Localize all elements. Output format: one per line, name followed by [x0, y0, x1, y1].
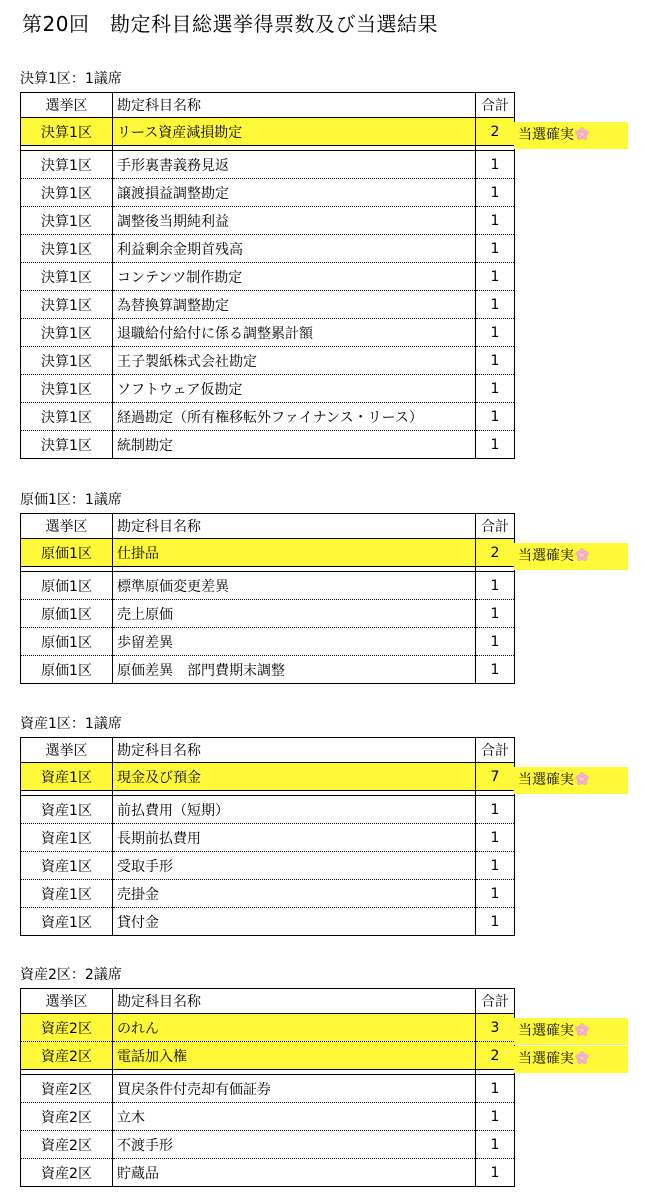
cherry-blossom-icon	[575, 127, 589, 141]
district-cell: 原価1区	[21, 572, 113, 600]
winner-row	[21, 763, 515, 791]
table-row	[21, 151, 515, 179]
table-row	[21, 347, 515, 375]
table-row	[21, 1131, 515, 1159]
table-header	[21, 738, 515, 763]
vote-count-cell: 2	[476, 1042, 515, 1070]
vote-count-cell: 1	[476, 1075, 515, 1103]
vote-count-cell: 1	[476, 656, 515, 684]
district-cell: 決算1区	[21, 235, 113, 263]
account-name-cell: 標準原価変更差異	[113, 572, 476, 600]
district-cell: 資産1区	[21, 852, 113, 880]
header-district: 選挙区	[21, 989, 113, 1014]
winner-row	[21, 1042, 515, 1070]
district-section	[20, 715, 574, 936]
vote-count-cell: 1	[476, 319, 515, 347]
account-name-cell: ソフトウェア仮勘定	[113, 375, 476, 403]
table-row	[21, 403, 515, 431]
vote-count-cell: 1	[476, 796, 515, 824]
account-name-cell: 為替換算調整勘定	[113, 291, 476, 319]
account-name-cell: 仕掛品	[113, 539, 476, 567]
header-votes: 合計	[476, 738, 515, 763]
table-header	[21, 93, 515, 118]
table-row	[21, 656, 515, 684]
table-row	[21, 375, 515, 403]
table-row	[21, 796, 515, 824]
vote-count-cell: 1	[476, 1159, 515, 1187]
vote-count-cell: 2	[476, 118, 515, 146]
section-heading: 決算1区：1議席	[20, 71, 122, 87]
table-row	[21, 179, 515, 207]
account-name-cell: 長期前払費用	[113, 824, 476, 852]
district-cell: 資産2区	[21, 1103, 113, 1131]
account-name-cell: 手形裏書義務見返	[113, 151, 476, 179]
header-votes: 合計	[476, 514, 515, 539]
account-name-cell: 譲渡損益調整勘定	[113, 179, 476, 207]
table-row	[21, 880, 515, 908]
elected-badge	[514, 543, 628, 570]
vote-count-cell: 1	[476, 908, 515, 936]
elected-badge	[514, 767, 628, 794]
account-name-cell: 買戻条件付売却有価証券	[113, 1075, 476, 1103]
vote-count-cell: 1	[476, 880, 515, 908]
table-row	[21, 908, 515, 936]
header-account: 勘定科目名称	[113, 93, 476, 118]
account-name-cell: 歩留差異	[113, 628, 476, 656]
vote-count-cell: 1	[476, 207, 515, 235]
page-title: 第20回 勘定科目総選挙得票数及び当選結果	[22, 12, 438, 36]
cherry-blossom-icon	[575, 772, 589, 786]
header-district: 選挙区	[21, 93, 113, 118]
vote-count-cell: 1	[476, 347, 515, 375]
account-name-cell: 統制勘定	[113, 431, 476, 459]
vote-count-cell: 1	[476, 852, 515, 880]
table-row	[21, 207, 515, 235]
table-row	[21, 852, 515, 880]
vote-count-cell: 2	[476, 539, 515, 567]
table-row	[21, 235, 515, 263]
vote-count-cell: 1	[476, 235, 515, 263]
vote-count-cell: 1	[476, 1131, 515, 1159]
account-name-cell: 現金及び預金	[113, 763, 476, 791]
district-cell: 決算1区	[21, 431, 113, 459]
district-cell: 決算1区	[21, 375, 113, 403]
vote-count-cell: 1	[476, 291, 515, 319]
elected-badge	[514, 1018, 628, 1045]
district-cell: 資産2区	[21, 1014, 113, 1042]
district-cell: 原価1区	[21, 628, 113, 656]
section-heading: 資産2区：2議席	[20, 967, 122, 983]
header-account: 勘定科目名称	[113, 989, 476, 1014]
table-row	[21, 1075, 515, 1103]
section-heading: 資産1区：1議席	[20, 716, 122, 732]
winner-row	[21, 1014, 515, 1042]
vote-count-cell: 7	[476, 763, 515, 791]
table-row	[21, 1159, 515, 1187]
elected-label: 当選確実	[518, 1051, 574, 1067]
table-row	[21, 1103, 515, 1131]
district-cell: 決算1区	[21, 179, 113, 207]
header-district: 選挙区	[21, 514, 113, 539]
vote-count-cell: 1	[476, 1103, 515, 1131]
vote-count-cell: 1	[476, 151, 515, 179]
district-section	[20, 491, 574, 684]
vote-count-cell: 1	[476, 375, 515, 403]
table-header	[21, 989, 515, 1014]
vote-count-cell: 1	[476, 263, 515, 291]
district-cell: 決算1区	[21, 118, 113, 146]
district-cell: 資産1区	[21, 824, 113, 852]
account-name-cell: 電話加入権	[113, 1042, 476, 1070]
header-account: 勘定科目名称	[113, 738, 476, 763]
account-name-cell: 退職給付給付に係る調整累計額	[113, 319, 476, 347]
district-cell: 原価1区	[21, 539, 113, 567]
district-cell: 資産1区	[21, 796, 113, 824]
district-cell: 決算1区	[21, 151, 113, 179]
account-name-cell: 経過勘定（所有権移転外ファイナンス・リース）	[113, 403, 476, 431]
table-row	[21, 600, 515, 628]
district-cell: 原価1区	[21, 600, 113, 628]
table-row	[21, 431, 515, 459]
district-cell: 資産1区	[21, 908, 113, 936]
district-cell: 決算1区	[21, 403, 113, 431]
district-cell: 決算1区	[21, 291, 113, 319]
account-name-cell: のれん	[113, 1014, 476, 1042]
table-header	[21, 514, 515, 539]
account-name-cell: 調整後当期純利益	[113, 207, 476, 235]
account-name-cell: リース資産減損勘定	[113, 118, 476, 146]
account-name-cell: 利益剰余金期首残高	[113, 235, 476, 263]
table-row	[21, 319, 515, 347]
account-name-cell: 売上原価	[113, 600, 476, 628]
header-votes: 合計	[476, 989, 515, 1014]
account-name-cell: 不渡手形	[113, 1131, 476, 1159]
results-table	[20, 737, 515, 936]
district-cell: 資産2区	[21, 1075, 113, 1103]
district-cell: 決算1区	[21, 319, 113, 347]
district-cell: 資産1区	[21, 880, 113, 908]
table-row	[21, 291, 515, 319]
district-cell: 決算1区	[21, 347, 113, 375]
district-cell: 資産1区	[21, 763, 113, 791]
vote-count-cell: 1	[476, 572, 515, 600]
vote-count-cell: 1	[476, 600, 515, 628]
table-row	[21, 628, 515, 656]
elected-label: 当選確実	[518, 1023, 574, 1039]
vote-count-cell: 1	[476, 179, 515, 207]
account-name-cell: 貯蔵品	[113, 1159, 476, 1187]
table-row	[21, 263, 515, 291]
account-name-cell: 立木	[113, 1103, 476, 1131]
vote-count-cell: 1	[476, 403, 515, 431]
account-name-cell: コンテンツ制作勘定	[113, 263, 476, 291]
vote-count-cell: 1	[476, 431, 515, 459]
elected-label: 当選確実	[518, 548, 574, 564]
winner-row	[21, 539, 515, 567]
elected-badge	[514, 122, 628, 149]
district-cell: 資産2区	[21, 1042, 113, 1070]
cherry-blossom-icon	[575, 1051, 589, 1065]
district-cell: 資産2区	[21, 1131, 113, 1159]
district-section	[20, 966, 574, 1187]
winner-row	[21, 118, 515, 146]
header-account: 勘定科目名称	[113, 514, 476, 539]
header-votes: 合計	[476, 93, 515, 118]
header-district: 選挙区	[21, 738, 113, 763]
results-table	[20, 92, 515, 459]
account-name-cell: 受取手形	[113, 852, 476, 880]
table-row	[21, 824, 515, 852]
district-section	[20, 70, 574, 459]
account-name-cell: 王子製紙株式会社勘定	[113, 347, 476, 375]
results-table	[20, 513, 515, 684]
elected-label: 当選確実	[518, 772, 574, 788]
elected-label: 当選確実	[518, 127, 574, 143]
section-heading: 原価1区：1議席	[20, 492, 122, 508]
district-cell: 決算1区	[21, 207, 113, 235]
vote-count-cell: 1	[476, 824, 515, 852]
account-name-cell: 前払費用（短期）	[113, 796, 476, 824]
vote-count-cell: 3	[476, 1014, 515, 1042]
district-cell: 決算1区	[21, 263, 113, 291]
results-table	[20, 988, 515, 1187]
account-name-cell: 原価差異 部門費期末調整	[113, 656, 476, 684]
district-cell: 原価1区	[21, 656, 113, 684]
account-name-cell: 売掛金	[113, 880, 476, 908]
vote-count-cell: 1	[476, 628, 515, 656]
cherry-blossom-icon	[575, 548, 589, 562]
table-row	[21, 572, 515, 600]
account-name-cell: 貸付金	[113, 908, 476, 936]
elected-badge	[514, 1046, 628, 1073]
district-cell: 資産2区	[21, 1159, 113, 1187]
cherry-blossom-icon	[575, 1023, 589, 1037]
